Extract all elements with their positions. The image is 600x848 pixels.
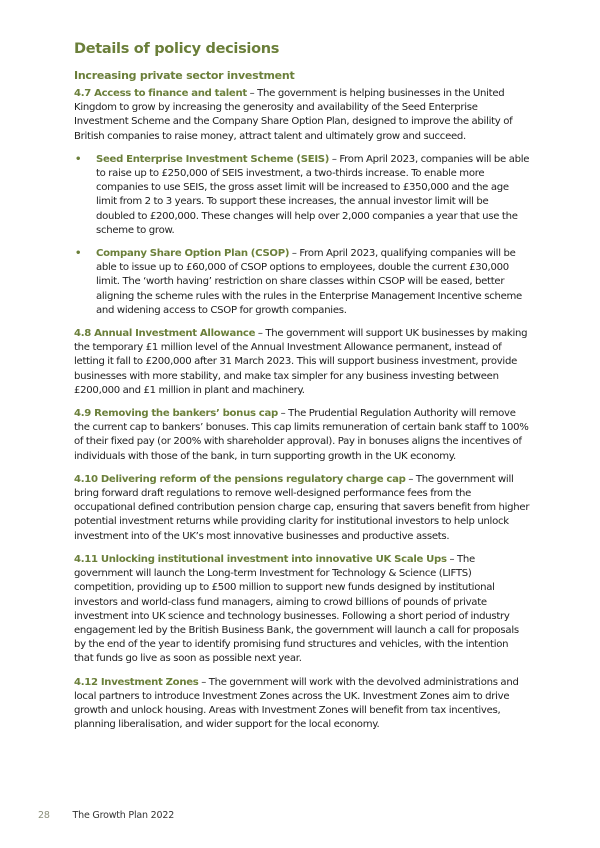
bullet-icon: • — [75, 248, 82, 260]
paragraph-text: – The Prudential Regulation Authority will remove the current cap to bankers’ bonuses. This cap limits remuneration of certain bank staff to 100% of their fixed pay (or 200% with shareholder approval). Pay in bonuses aligns the incentives of individuals with those of the bank, in turn supporting growth in the UK economy. — [74, 408, 529, 462]
paragraph-4-7 — [74, 87, 530, 144]
section-subheading: Increasing private sector investment — [74, 69, 295, 82]
bullet-lead: Seed Enterprise Investment Scheme (SEIS) — [96, 153, 330, 165]
paragraph-lead: 4.7 Access to finance and talent — [74, 88, 247, 99]
paragraph-lead: 4.8 Annual Investment Allowance — [74, 328, 256, 340]
paragraph-lead: 4.12 Investment Zones — [74, 676, 199, 688]
paragraph-4-12 — [74, 676, 530, 733]
paragraph-4-11 — [74, 553, 530, 667]
bullet-lead: Company Share Option Plan (CSOP) — [96, 248, 290, 260]
bullet-item-seis — [74, 153, 530, 238]
page-heading: Details of policy decisions — [74, 41, 280, 57]
paragraph-4-8 — [74, 327, 530, 398]
document-page — [74, 40, 530, 741]
paragraph-4-9 — [74, 407, 530, 464]
paragraph-lead: 4.11 Unlocking institutional investment into innovative UK Scale Ups — [74, 553, 447, 565]
paragraph-text: – The government will launch the Long-term Investment for Technology & Science (LIFTS) competition, providing up to £500 million to support new funds designed by institutional investors and world-class fund managers, aiming to crowd billions of pounds of private investment into UK science and technology businesses. Following a short period of industry engagement led by the British Business Bank, the government will launch a call for proposals by the end of the year to identify promising fund structures and vehicles, with the intention that funds go live as soon as possible next year. — [74, 553, 519, 665]
paragraph-text: – The government will support UK businesses by making the temporary £1 million level of the Annual Investment Allowance permanent, instead of letting it fall to £200,000 after 31 March 2023. This will support business investment, provide businesses with more stability, and make tax simpler for any business investing between £200,000 and £1 million in plant and machinery. — [74, 328, 528, 396]
bullet-text: – From April 2023, companies will be able to raise up to £250,000 of SEIS investment, a two-thirds increase. To enable more companies to use SEIS, the gross asset limit will be increased to £350,000 and the age limit from 2 to 3 years. To support these increases, the annual investor limit will be doubled to £200,000. These changes will help over 2,000 companies a year that use the scheme to grow. — [96, 153, 530, 236]
paragraph-4-10 — [74, 473, 530, 544]
bullet-icon: • — [75, 153, 82, 165]
paragraph-lead: 4.10 Delivering reform of the pensions regulatory charge cap — [74, 473, 406, 485]
paragraph-text: – The government is helping businesses in the United Kingdom to grow by increasing the generosity and availability of the Seed Enterprise Investment Scheme and the Company Share Option Plan, designed to improve the ability of British companies to raise money, attract talent and ultimately grow and succeed. — [74, 88, 513, 142]
bullet-text: – From April 2023, qualifying companies will be able to issue up to £60,000 of CSOP options to employees, double the current £30,000 limit. The ‘worth having’ restriction on share classes within CSOP will be eased, better aligning the scheme rules with the rules in the Enterprise Management Incentive scheme and widening access to CSOP for growth companies. — [96, 248, 522, 316]
document-title: The Growth Plan 2022 — [72, 810, 175, 821]
paragraph-text: – The government will bring forward draft regulations to remove well-designed performance fees from the occupational defined contribution pension charge cap, ensuring that savers benefit from higher potential investment returns while providing clarity for institutional investors to help unlock investment into of the UK’s most innovative businesses and productive assets. — [74, 473, 530, 542]
page-number: 28 — [38, 810, 50, 821]
bullet-item-csop — [74, 247, 530, 318]
paragraph-text: – The government will work with the devolved administrations and local partners to introduce Investment Zones across the UK. Investment Zones aim to drive growth and unlock housing. Areas with Investment Zones will benefit from tax incentives, planning liberalisation, and wider support for the local economy. — [74, 676, 519, 731]
bullet-list — [74, 153, 530, 318]
paragraph-lead: 4.9 Removing the bankers’ bonus cap — [74, 408, 278, 420]
page-footer — [38, 810, 174, 821]
